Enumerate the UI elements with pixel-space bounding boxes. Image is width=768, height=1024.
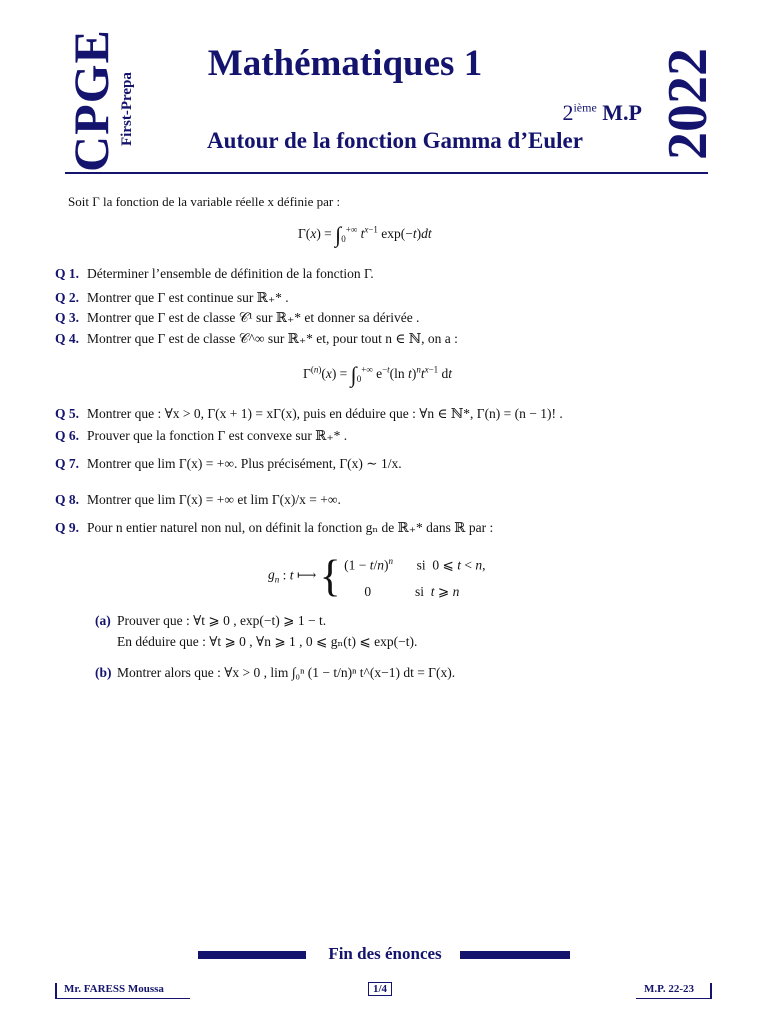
footer-left-tick	[55, 983, 57, 999]
question-5: Q 5. Montrer que : ∀x > 0, Γ(x + 1) = xΓ(x), puis en déduire que : ∀n ∈ ℕ*, Γ(n) = (n − 1)! .	[55, 406, 563, 421]
cpge-label: CPGE	[63, 29, 119, 172]
question-7: Q 7. Montrer que lim Γ(x) = +∞. Plus précisément, Γ(x) ∼ 1/x.	[55, 456, 402, 471]
footer-code: M.P. 22-23	[644, 983, 695, 995]
question-4: Q 4. Montrer que Γ est de classe 𝒞^∞ sur ℝ₊* et, pour tout n ∈ ℕ, on a :	[55, 331, 458, 346]
first-prepa-label: First-Prepa	[119, 72, 135, 146]
question-2: Q 2. Montrer que Γ est continue sur ℝ₊* .	[55, 290, 289, 305]
footer-author: Mr. FARESS Moussa	[64, 983, 164, 995]
document-title: Mathématiques 1	[207, 43, 483, 84]
gamma-definition-formula: $\Gamma(x) = \int_0^{+\infty}$ $t^{x-1}$ exp(−t)dt	[298, 222, 432, 247]
subquestion-a-continued: En déduire que : ∀t ⩾ 0 , ∀n ⩾ 1 , 0 ⩽ gₙ(t) ⩽ exp(−t).	[117, 634, 418, 649]
class-level: 2ième M.P	[562, 100, 642, 125]
question-1: Q 1. Déterminer l’ensemble de définition de la fonction Γ.	[55, 266, 374, 281]
page-number: 1/4	[368, 982, 392, 996]
footer-right-tick	[710, 983, 712, 999]
question-8: Q 8. Montrer que lim Γ(x) = +∞ et lim Γ(x)/x = +∞.	[55, 492, 341, 507]
intro-text: Soit Γ la fonction de la variable réelle x définie par :	[68, 194, 341, 209]
end-of-statements: Fin des énonces	[328, 944, 442, 963]
header-divider	[65, 172, 708, 174]
footer-left-underline	[55, 998, 190, 999]
subquestion-b: (b) Montrer alors que : ∀x > 0 , lim ∫₀ⁿ (1 − t/n)ⁿ t^(x−1) dt = Γ(x).	[95, 665, 456, 680]
gamma-derivative-formula: $\Gamma^{(n)}(x) = \int_0^{+\infty}$ $e^{-t}(\ln$ $t)^nt^{x-1}$ dt	[303, 362, 453, 387]
question-6: Q 6. Prouver que la fonction Γ est convexe sur ℝ₊* .	[55, 428, 348, 443]
footer-right-underline	[636, 998, 712, 999]
fin-bar-right	[460, 951, 570, 959]
gn-definition-formula: $g_n$ : t ⟼ { $(1 - t/n)^n$ si 0 ⩽ t < n, 0 si t ⩾ n	[268, 551, 486, 601]
subquestion-a: (a) Prouver que : ∀t ⩾ 0 , exp(−t) ⩾ 1 − t.	[95, 613, 327, 628]
year-label: 2022	[657, 48, 719, 160]
question-9: Q 9. Pour n entier naturel non nul, on définit la fonction gₙ de ℝ₊* dans ℝ par :	[55, 520, 494, 535]
document-subtitle: Autour de la fonction Gamma d’Euler	[207, 128, 583, 153]
question-3: Q 3. Montrer que Γ est de classe 𝒞¹ sur ℝ₊* et donner sa dérivée .	[55, 310, 420, 325]
